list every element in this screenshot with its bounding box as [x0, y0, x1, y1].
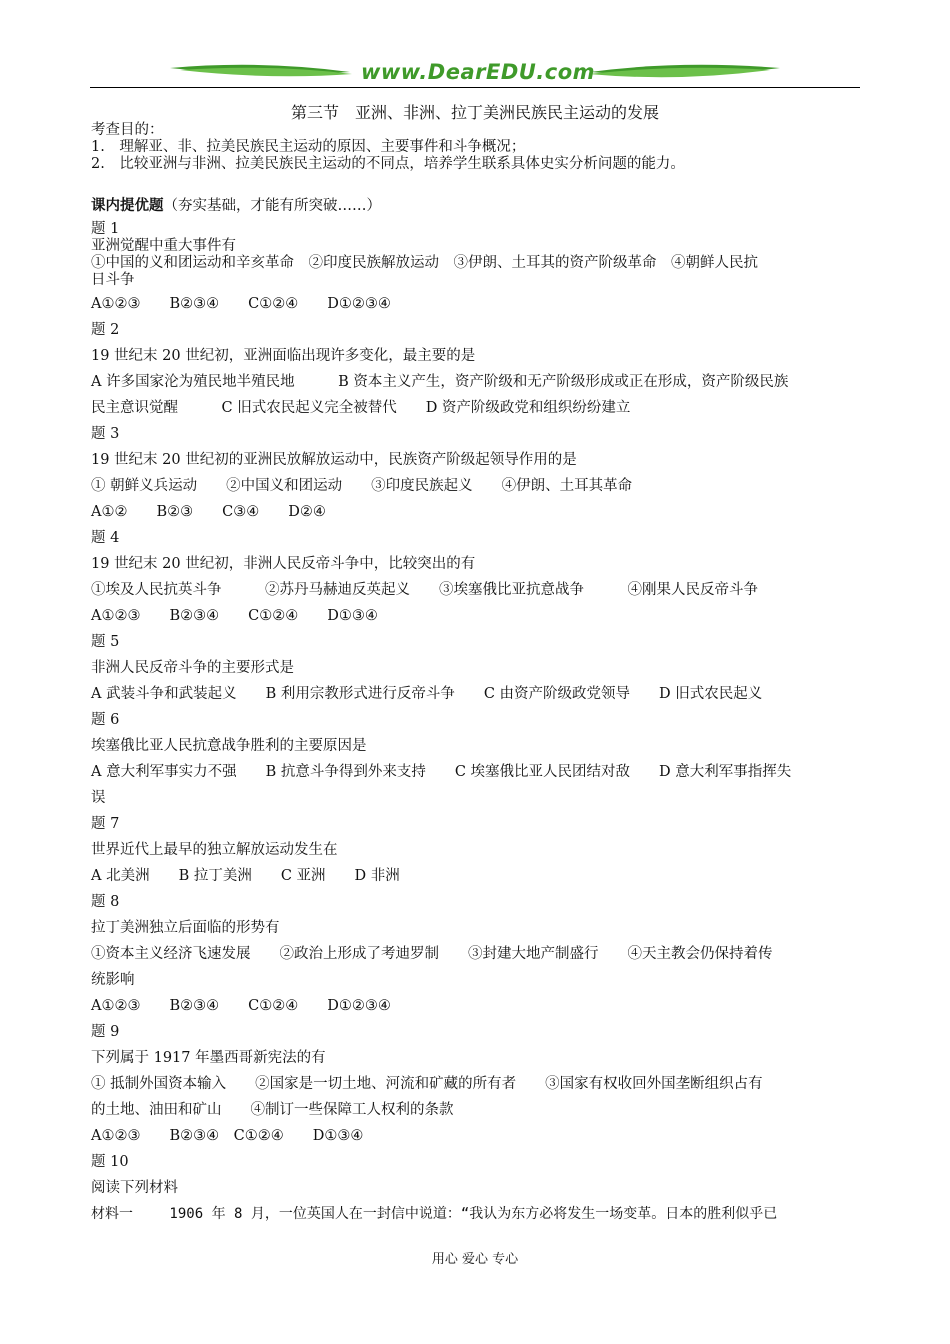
question-option-line: A 北美洲 B 拉丁美洲 C 亚洲 D 非洲 [91, 868, 400, 884]
question-number: 题 3 [91, 426, 120, 442]
question-answers: A①② B②③ C③④ D②④ [91, 504, 326, 520]
question-answers: A①②③ B②③④ C①②④ D①②③④ [91, 296, 391, 312]
question-number: 题 9 [91, 1024, 120, 1040]
section-heading [91, 197, 863, 215]
question-stem: 阅读下列材料 [91, 1180, 178, 1196]
section-label: 课内提优题 [91, 197, 164, 214]
question-stem: 埃塞俄比亚人民抗意战争胜利的主要原因是 [91, 738, 367, 754]
question-option-line: 统影响 [91, 972, 135, 988]
question-stem: 19 世纪末 20 世纪初的亚洲民放解放运动中，民族资产阶级起领导作用的是 [91, 452, 577, 468]
question-option-line: A 武装斗争和武装起义 B 利用宗教形式进行反帝斗争 C 由资产阶级政党领导 D 旧式农民起义 [91, 686, 763, 702]
page-footer: 用心 爱心 专心 [431, 1252, 519, 1267]
site-logo-text[interactable]: www.DearEDU.com [360, 60, 596, 84]
question-number: 题 8 [91, 894, 120, 910]
header-divider [90, 87, 860, 88]
question-answers: A①②③ B②③④ C①②④ D①③④ [91, 608, 378, 624]
question-option-line: 日斗争 [91, 272, 135, 288]
question-option-line: 的土地、油田和矿山 ④制订一些保障工人权利的条款 [91, 1102, 454, 1118]
question-number: 题 4 [91, 530, 120, 546]
question-option-line: A 意大利军事实力不强 B 抗意斗争得到外来支持 C 埃塞俄比亚人民团结对敌 D 意大利军事指挥失 [91, 764, 792, 780]
question-number: 题 10 [91, 1154, 129, 1170]
question-number: 题 2 [91, 322, 120, 338]
question-number: 题 6 [91, 712, 120, 728]
question-option-line: ①中国的义和团运动和辛亥革命 ②印度民族解放运动 ③伊朗、土耳其的资产阶级革命 ④朝鲜人民抗 [91, 255, 758, 271]
question-option-line: ①埃及人民抗英斗争 ②苏丹马赫迪反英起义 ③埃塞俄比亚抗意战争 ④刚果人民反帝斗争 [91, 582, 758, 598]
question-number: 题 7 [91, 816, 120, 832]
question-stem: 19 世纪末 20 世纪初，非洲人民反帝斗争中，比较突出的有 [91, 556, 476, 572]
question-option-line: 民主意识觉醒 C 旧式农民起义完全被替代 D 资产阶级政党和组织纷纷建立 [91, 400, 631, 416]
question-stem: 拉丁美洲独立后面临的形势有 [91, 920, 280, 936]
question-option-line: 误 [91, 790, 106, 806]
objectives-heading: 考查目的： [91, 122, 164, 138]
question-option-line: ① 抵制外国资本输入 ②国家是一切土地、河流和矿藏的所有者 ③国家有权收回外国垄断组织占有 [91, 1076, 763, 1092]
objective-item: 2. 比较亚洲与非洲、拉美民族民主运动的不同点，培养学生联系具体史实分析问题的能力。 [91, 156, 685, 172]
question-stem: 下列属于 1917 年墨西哥新宪法的有 [91, 1050, 326, 1066]
question-number: 题 1 [91, 221, 120, 237]
question-option-line: A 许多国家沦为殖民地半殖民地 B 资本主义产生，资产阶级和无产阶级形成或正在形成，资产阶级民族 [91, 374, 789, 390]
question-stem: 世界近代上最早的独立解放运动发生在 [91, 842, 338, 858]
question-answers: A①②③ B②③④ C①②④ D①③④ [91, 1128, 364, 1144]
question-stem: 19 世纪末 20 世纪初，亚洲面临出现许多变化，最主要的是 [91, 348, 476, 364]
question-option-line: ① 朝鲜义兵运动 ②中国义和团运动 ③印度民族起义 ④伊朗、土耳其革命 [91, 478, 633, 494]
material-text: 材料一 1906 年 8 月，一位英国人在一封信中说道：“我认为东方必将发生一场变革。日本的胜利似乎已 [91, 1206, 778, 1222]
question-stem: 非洲人民反帝斗争的主要形式是 [91, 660, 294, 676]
document-body [91, 122, 863, 1227]
section-note: （夯实基础，才能有所突破……） [163, 198, 381, 214]
objective-item: 1. 理解亚、非、拉美民族民主运动的原因、主要事件和斗争概况； [91, 139, 526, 155]
question-number: 题 5 [91, 634, 120, 650]
page-title: 第三节 亚洲、非洲、拉丁美洲民族民主运动的发展 [290, 103, 659, 122]
question-answers: A①②③ B②③④ C①②④ D①②③④ [91, 998, 391, 1014]
question-option-line: ①资本主义经济飞速发展 ②政治上形成了考迪罗制 ③封建大地产制盛行 ④天主教会仍保持着传 [91, 946, 773, 962]
page-header [90, 58, 860, 92]
question-stem: 亚洲觉醒中重大事件有 [91, 238, 236, 254]
